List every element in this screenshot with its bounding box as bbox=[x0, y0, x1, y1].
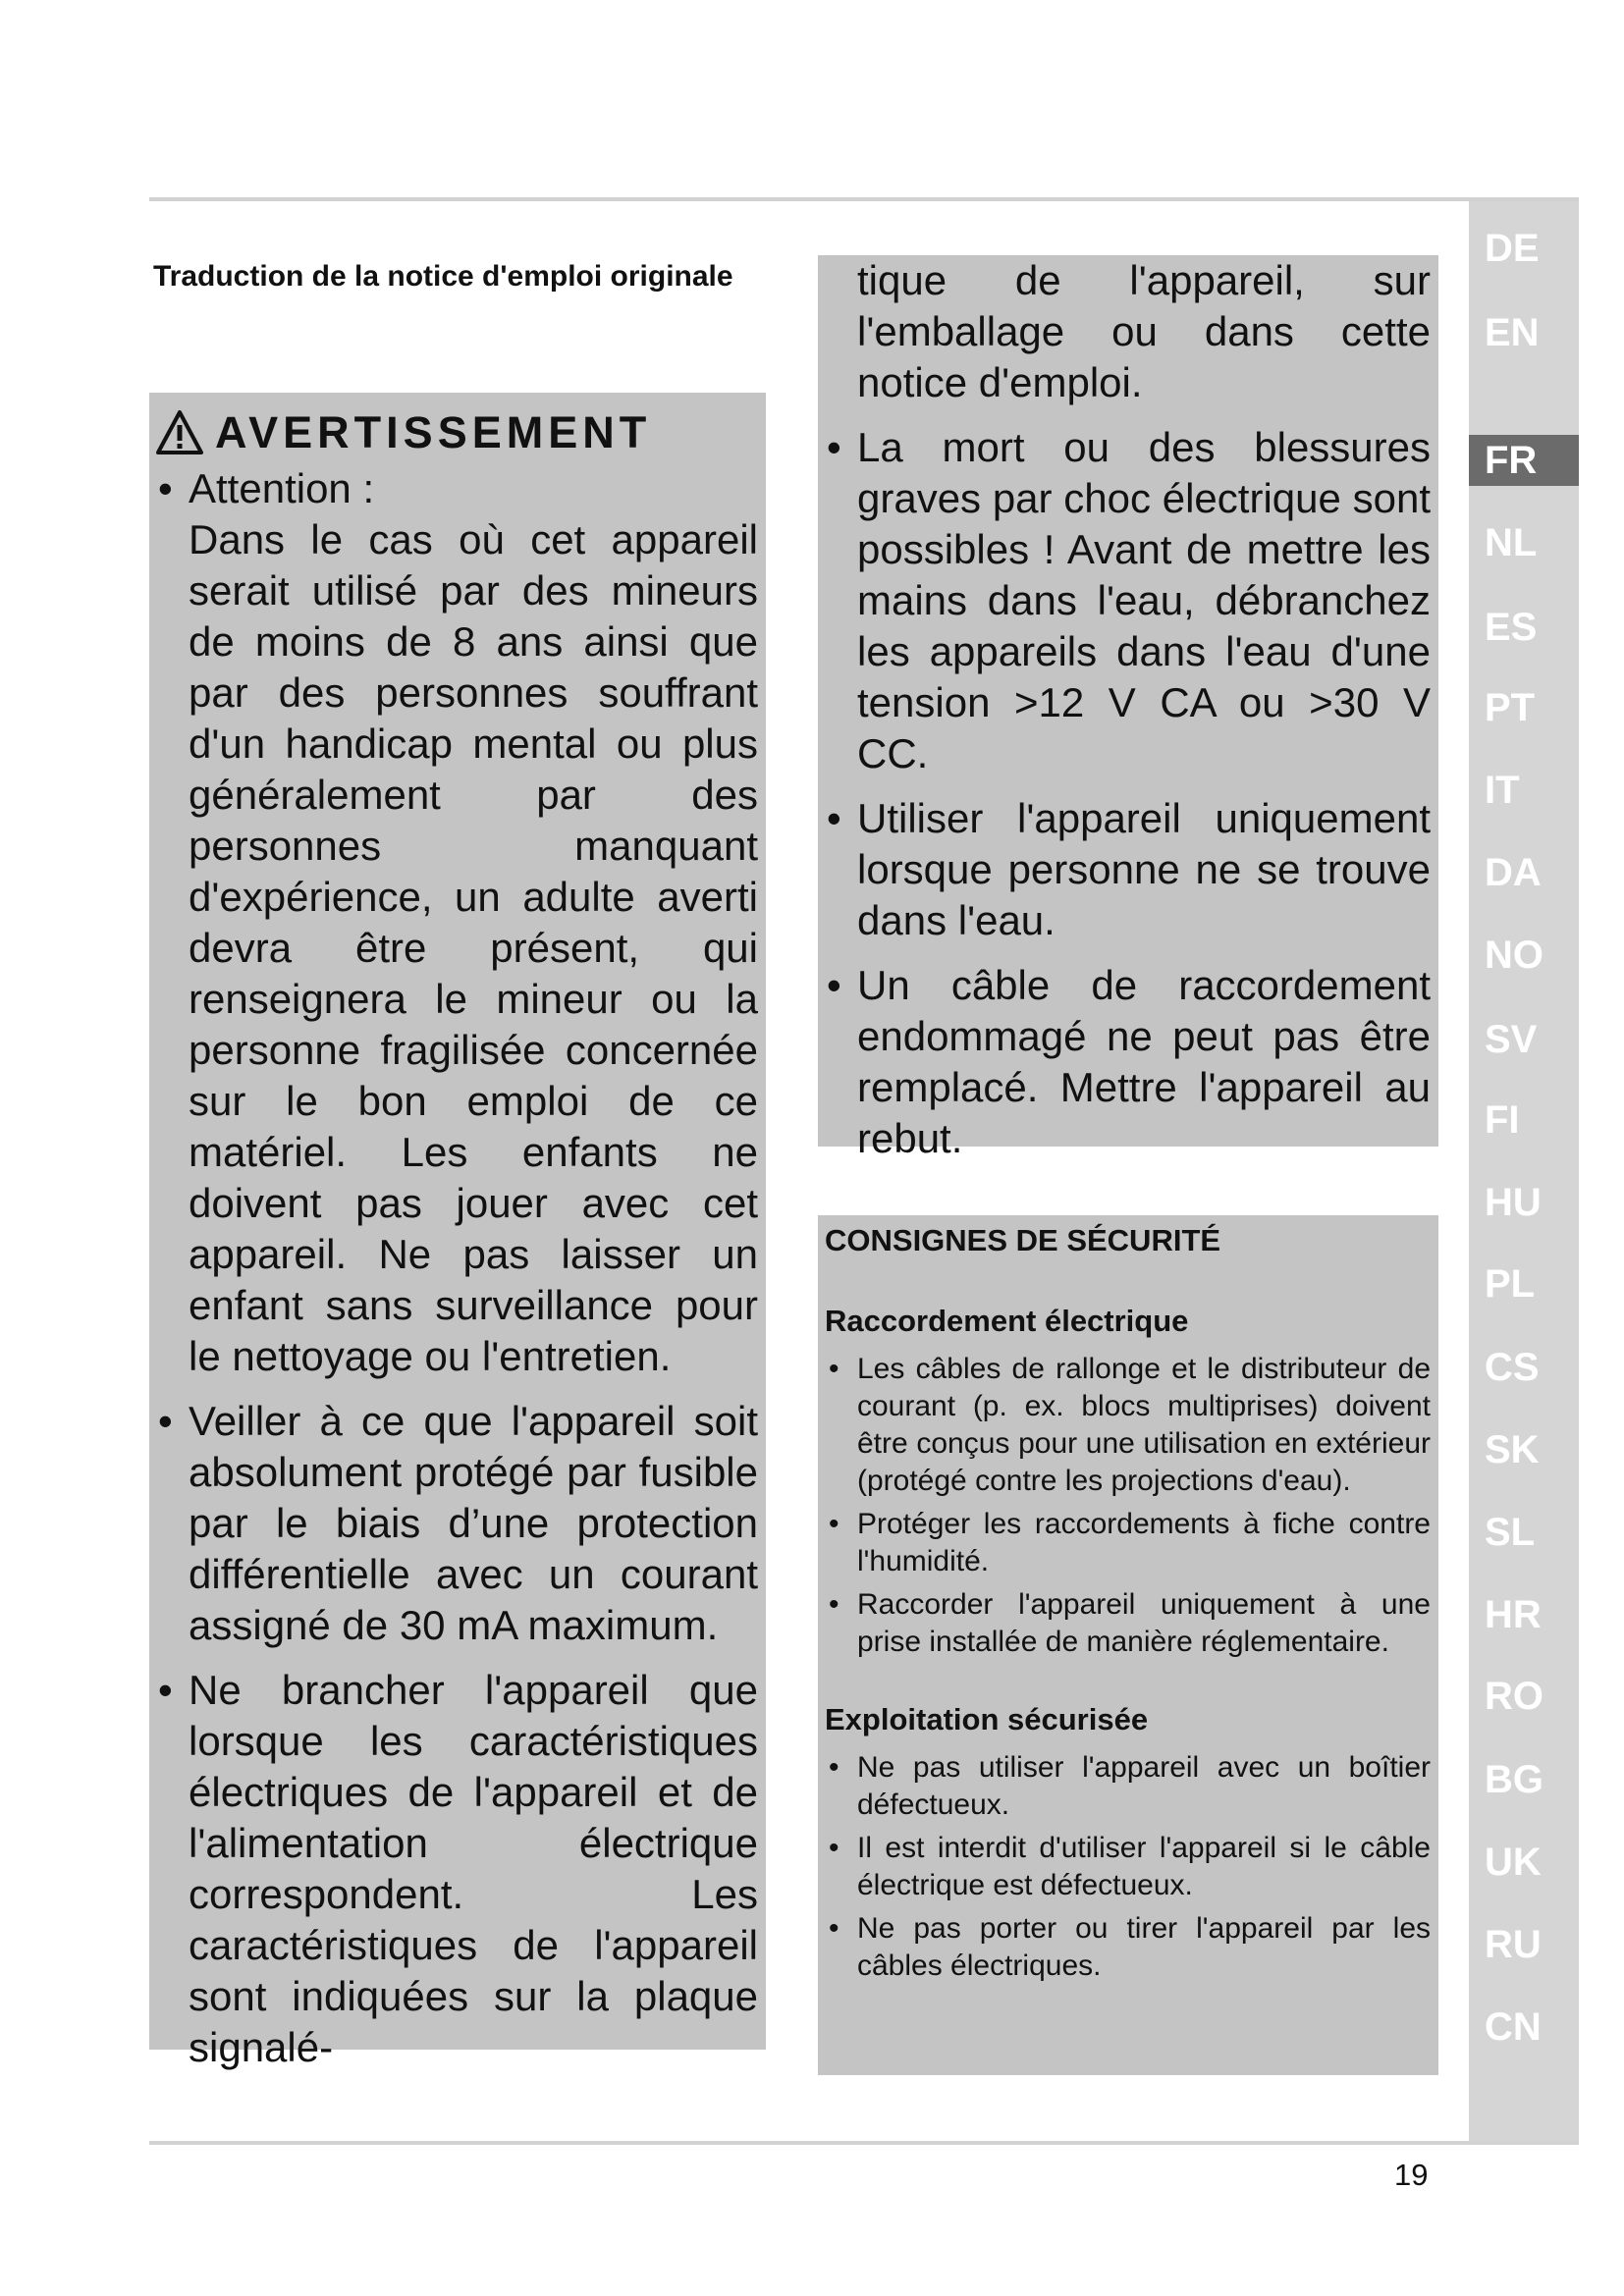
bullet: • bbox=[829, 1353, 839, 1385]
bullet: • bbox=[829, 1912, 839, 1945]
list-item-text: Les câbles de rallonge et le distributeur de courant (p. ex. blocs multiprises) doivent être conçus pour une utilisation en extérieur (protégé contre les projections d'eau). bbox=[857, 1353, 1431, 1497]
warning-list-continued bbox=[825, 255, 1431, 1164]
section-heading-electrical: Raccordement électrique bbox=[825, 1304, 1189, 1338]
warning-box bbox=[149, 393, 766, 2070]
warning-item-specs-cont bbox=[825, 255, 1431, 408]
warning-heading: AVERTISSEMENT bbox=[215, 407, 652, 457]
lang-tab-pl[interactable]: PL bbox=[1485, 1262, 1536, 1306]
bullet: • bbox=[827, 962, 841, 1008]
operation-list bbox=[825, 1749, 1431, 1985]
bullet: • bbox=[158, 465, 173, 511]
bullet: • bbox=[829, 1751, 839, 1784]
bullet: • bbox=[829, 1832, 839, 1864]
list-item bbox=[825, 1506, 1431, 1580]
lang-tab-sl[interactable]: SL bbox=[1485, 1511, 1536, 1554]
warning-specs-text: Ne brancher l'appareil que lorsque les caractéristiques électriques de l'appareil et de l'alimentation électrique correspondent. Les caractéristiques de l'appareil sont indiquées sur la plaque signalé- bbox=[189, 1667, 758, 2070]
warning-fuse-text: Veiller à ce que l'appareil soit absolument protégé par fusible par le biais d’une protection différentielle avec un courant assigné de 30 mA maximum. bbox=[189, 1398, 758, 1648]
warning-item-nobody-in-water bbox=[825, 793, 1431, 946]
lang-tab-da[interactable]: DA bbox=[1485, 851, 1542, 894]
safety-box bbox=[818, 1215, 1438, 2075]
section-heading-operation: Exploitation sécurisée bbox=[825, 1702, 1149, 1736]
language-index-bar bbox=[1469, 201, 1579, 2141]
lang-tab-ro[interactable]: RO bbox=[1485, 1675, 1543, 1718]
list-item-text: Il est interdit d'utiliser l'appareil si le câble électrique est défectueux. bbox=[857, 1832, 1431, 1901]
bullet: • bbox=[829, 1508, 839, 1540]
warning-specs-continued: tique de l'appareil, sur l'emballage ou dans cette notice d'emploi. bbox=[857, 257, 1431, 405]
bullet: • bbox=[158, 1398, 173, 1444]
warning-item-specs bbox=[156, 1665, 758, 2073]
lang-tab-de[interactable]: DE bbox=[1485, 227, 1540, 270]
lang-tab-fr[interactable]: FR bbox=[1469, 435, 1579, 486]
lang-tab-bg[interactable]: BG bbox=[1485, 1758, 1543, 1801]
lang-tab-nl[interactable]: NL bbox=[1485, 521, 1538, 564]
warning-cable-text: Un câble de raccordement endommagé ne peut pas être remplacé. Mettre l'appareil au rebut. bbox=[857, 962, 1431, 1161]
lang-tab-ru[interactable]: RU bbox=[1485, 1923, 1542, 1966]
lang-tab-no[interactable]: NO bbox=[1485, 934, 1543, 977]
warning-item-fuse bbox=[156, 1396, 758, 1651]
bullet: • bbox=[829, 1588, 839, 1621]
warning-nobody-text: Utiliser l'appareil uniquement lorsque personne ne se trouve dans l'eau. bbox=[857, 795, 1431, 943]
lang-tab-sv[interactable]: SV bbox=[1485, 1018, 1538, 1061]
lang-tab-en[interactable]: EN bbox=[1485, 311, 1540, 354]
header-rule bbox=[149, 197, 1579, 201]
safety-title: CONSIGNES DE SÉCURITÉ bbox=[825, 1223, 1221, 1257]
page-number: 19 bbox=[1394, 2158, 1429, 2192]
document-title: Traduction de la notice d'emploi originale bbox=[153, 260, 733, 293]
list-item-text: Ne pas utiliser l'appareil avec un boîtier défectueux. bbox=[857, 1751, 1431, 1821]
footer-rule bbox=[149, 2141, 1579, 2145]
electrical-list bbox=[825, 1351, 1431, 1661]
list-item bbox=[825, 1910, 1431, 1985]
warning-box-continued bbox=[818, 255, 1438, 1161]
warning-shock-text: La mort ou des blessures graves par choc électrique sont possibles ! Avant de mettre les mains dans l'eau, débranchez les appareils dans l'eau d'une tension >12 V CA ou >30 V CC. bbox=[857, 424, 1431, 776]
lang-tab-hr[interactable]: HR bbox=[1485, 1593, 1542, 1636]
lang-tab-it[interactable]: IT bbox=[1485, 769, 1520, 812]
list-item bbox=[825, 1830, 1431, 1904]
warning-triangle-icon bbox=[156, 409, 203, 456]
lang-tab-fi[interactable]: FI bbox=[1485, 1098, 1520, 1142]
list-item-text: Protéger les raccordements à fiche contre l'humidité. bbox=[857, 1508, 1431, 1577]
lang-tab-cs[interactable]: CS bbox=[1485, 1346, 1540, 1389]
lang-tab-uk[interactable]: UK bbox=[1485, 1841, 1542, 1884]
warning-minors-text: Dans le cas où cet appareil serait utilisé par des mineurs de moins de 8 ans ainsi que par des personnes souffrant d'un handicap mental ou plus généralement par des personnes manquant d'expérience, un adulte averti devra être présent, qui renseignera le mineur ou la personne fragilisée concernée sur le bon emploi de ce matériel. Les enfants ne doivent pas jouer avec cet appareil. Ne pas laisser un enfant sans surveillance pour le nettoyage ou l'entretien. bbox=[189, 516, 758, 1379]
bullet: • bbox=[827, 424, 841, 470]
warning-item-attention bbox=[156, 463, 758, 1382]
list-item bbox=[825, 1351, 1431, 1500]
lang-tab-hu[interactable]: HU bbox=[1485, 1181, 1542, 1224]
list-item bbox=[825, 1749, 1431, 1824]
lang-tab-es[interactable]: ES bbox=[1485, 606, 1538, 649]
warning-item-shock bbox=[825, 422, 1431, 779]
bullet: • bbox=[158, 1667, 173, 1713]
lang-tab-sk[interactable]: SK bbox=[1485, 1428, 1540, 1471]
bullet: • bbox=[827, 795, 841, 841]
list-item-text: Raccorder l'appareil uniquement à une prise installée de manière réglementaire. bbox=[857, 1588, 1431, 1658]
warning-header bbox=[156, 402, 758, 463]
list-item-text: Ne pas porter ou tirer l'appareil par les câbles électriques. bbox=[857, 1912, 1431, 1982]
list-item bbox=[825, 1586, 1431, 1661]
lang-tab-pt[interactable]: PT bbox=[1485, 686, 1536, 729]
warning-list bbox=[156, 463, 758, 2073]
warning-item-cable bbox=[825, 960, 1431, 1164]
lang-tab-cn[interactable]: CN bbox=[1485, 2005, 1542, 2049]
attention-label: Attention : bbox=[189, 465, 375, 511]
